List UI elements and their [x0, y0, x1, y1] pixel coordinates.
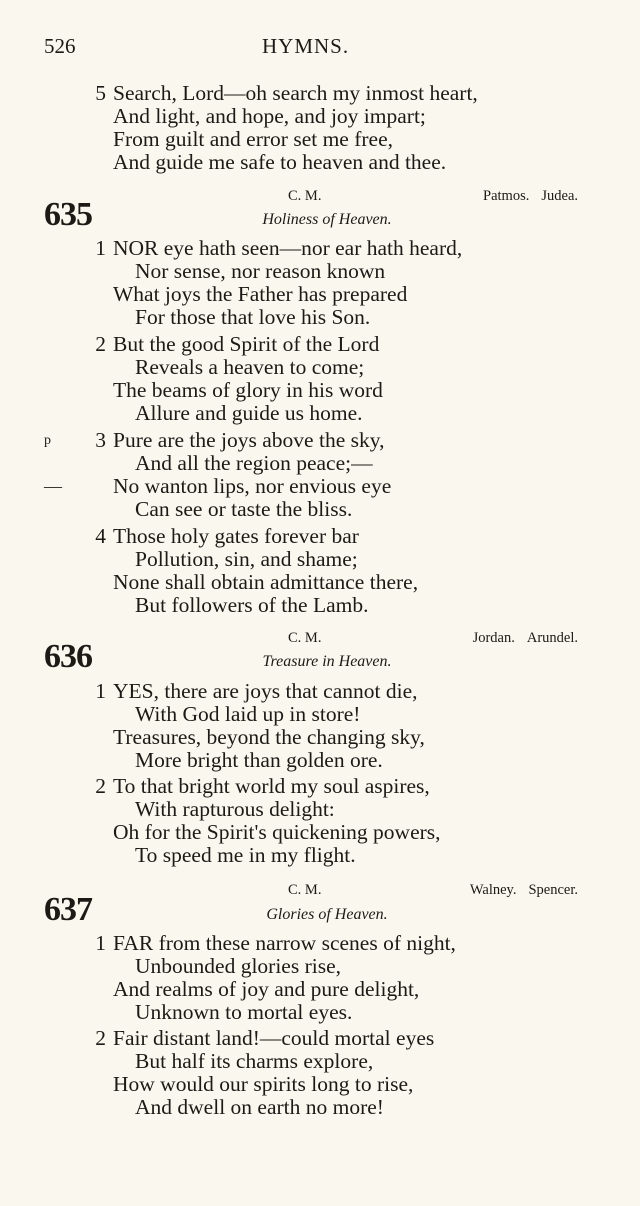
tune-name: Patmos. — [483, 188, 530, 204]
verse-line: Unbounded glories rise, — [135, 954, 342, 978]
verse-line: With God laid up in store! — [135, 702, 361, 726]
hymn-meter: C. M. — [288, 882, 322, 898]
stanza — [0, 680, 640, 772]
stanza-number: 2 — [95, 774, 106, 798]
verse-line: FAR from these narrow scenes of night, — [113, 931, 456, 955]
verse-line: And dwell on earth no more! — [135, 1095, 384, 1119]
stanza-number: 1 — [95, 236, 106, 260]
hymn-number: 635 — [44, 196, 92, 233]
hymn-title: Treasure in Heaven. — [262, 653, 392, 670]
stanza-number: 3 — [95, 428, 106, 452]
verse-line: With rapturous delight: — [135, 797, 335, 821]
stanza — [0, 333, 640, 425]
verse-line: Reveals a heaven to come; — [135, 355, 365, 379]
verse-line: From guilt and error set me free, — [113, 127, 394, 151]
verse-line: But followers of the Lamb. — [135, 593, 369, 617]
verse-line: And all the region peace;— — [135, 451, 373, 475]
tune-name: Judea. — [541, 188, 578, 204]
verse-line: Nor sense, nor reason known — [135, 259, 386, 283]
verse-line: And light, and hope, and joy impart; — [113, 104, 426, 128]
verse-line: Pollution, sin, and shame; — [135, 547, 358, 571]
verse-line: Pure are the joys above the sky, — [113, 428, 385, 452]
tune-name: Walney. — [469, 882, 517, 898]
hymn-meta — [0, 882, 640, 904]
verse-line: And realms of joy and pure delight, — [113, 977, 420, 1001]
verse-line: Treasures, beyond the changing sky, — [113, 725, 425, 749]
stanza — [0, 525, 640, 617]
hymn-meter: C. M. — [288, 188, 322, 204]
verse-line: But half its charms explore, — [135, 1049, 374, 1073]
verse-line: Unknown to mortal eyes. — [135, 1000, 353, 1024]
dynamics-mark: p — [44, 433, 51, 448]
running-title: HYMNS. — [262, 34, 350, 58]
hymn-number: 637 — [44, 891, 92, 928]
stanza-number: 2 — [95, 1026, 106, 1050]
verse-line: Oh for the Spirit's quickening powers, — [113, 820, 441, 844]
hymn-meta — [0, 630, 640, 652]
hymn-number: 636 — [44, 638, 92, 675]
stanza — [0, 1027, 640, 1119]
verse-line: To that bright world my soul aspires, — [113, 774, 430, 798]
verse-line: Search, Lord—oh search my inmost heart, — [113, 81, 478, 105]
verse-line: Allure and guide us home. — [135, 401, 363, 425]
verse-line: Can see or taste the bliss. — [135, 497, 353, 521]
margin-dash: — — [44, 476, 62, 496]
stanza-number: 2 — [95, 332, 106, 356]
stanza — [0, 429, 640, 521]
verse-line: NOR eye hath seen—nor ear hath heard, — [113, 236, 463, 260]
verse-line: Those holy gates forever bar — [113, 524, 359, 548]
hymn-meta — [0, 188, 640, 210]
tune-name: Jordan. — [472, 630, 515, 646]
stanza — [0, 932, 640, 1024]
stanza — [0, 775, 640, 867]
verse-line: How would our spirits long to rise, — [113, 1072, 414, 1096]
stanza — [0, 237, 640, 329]
verse-line: But the good Spirit of the Lord — [113, 332, 380, 356]
stanza-number: 1 — [95, 931, 106, 955]
stanza-number: 5 — [95, 81, 106, 105]
page-number: 526 — [44, 34, 76, 58]
hymn-meter: C. M. — [288, 630, 322, 646]
stanza-number: 1 — [95, 679, 106, 703]
verse-line: None shall obtain admittance there, — [113, 570, 419, 594]
verse-line: YES, there are joys that cannot die, — [113, 679, 418, 703]
verse-line: More bright than golden ore. — [135, 748, 383, 772]
verse-line: Fair distant land!—could mortal eyes — [113, 1026, 435, 1050]
stanza — [0, 82, 640, 174]
verse-line: To speed me in my flight. — [135, 843, 356, 867]
hymn-title: Glories of Heaven. — [266, 906, 388, 923]
tune-name: Spencer. — [528, 882, 578, 898]
hymn-title: Holiness of Heaven. — [262, 211, 392, 228]
tune-name: Arundel. — [526, 630, 578, 646]
verse-line: For those that love his Son. — [135, 305, 371, 329]
verse-line: No wanton lips, nor envious eye — [113, 474, 392, 498]
verse-line: And guide me safe to heaven and thee. — [113, 150, 447, 174]
verse-line: The beams of glory in his word — [113, 378, 383, 402]
verse-line: What joys the Father has prepared — [113, 282, 408, 306]
stanza-number: 4 — [95, 524, 106, 548]
